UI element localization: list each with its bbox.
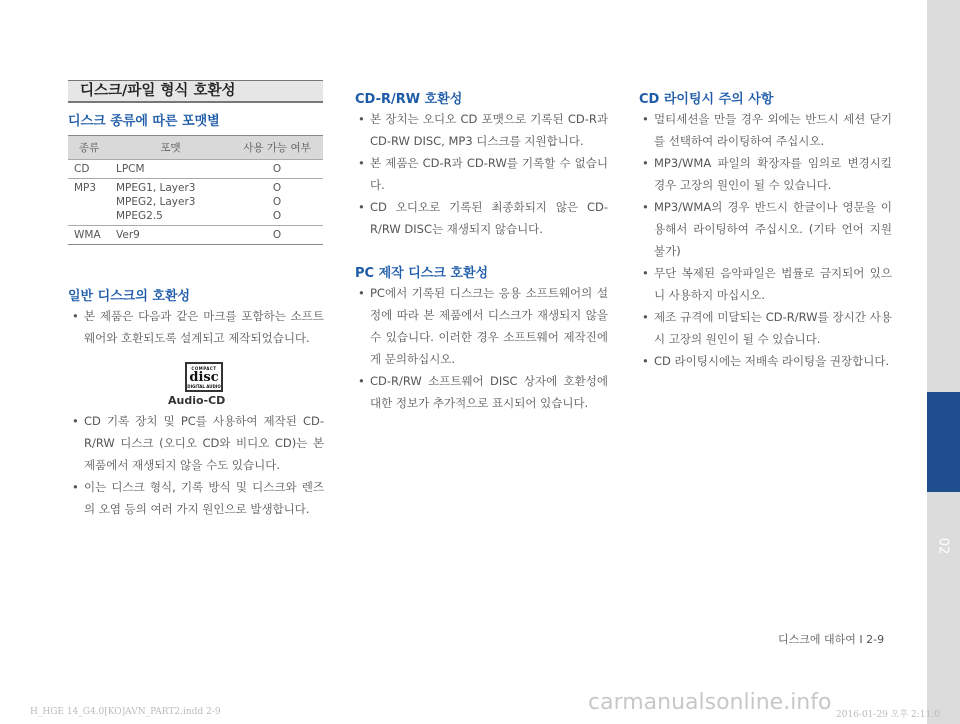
- general-compat-list: [72, 305, 324, 349]
- list-item: • 본 제품은 CD-R과 CD-RW를 기록할 수 없습니다.: [358, 156, 608, 192]
- col-type-header: 종류: [68, 136, 110, 160]
- page-footer: 디스크에 대하여 I 2-9: [778, 633, 885, 646]
- cd-labeling-heading: CD 라이팅시 주의 사항: [639, 92, 774, 107]
- list-item: • MP3/WMA 파일의 확장자를 임의로 변경시킬 경우 고장의 원인이 될 수 있습니다.: [642, 156, 892, 192]
- side-strip: [927, 0, 960, 724]
- compact-disc-logo: COMPACT disc DIGITAL AUDIO: [185, 362, 223, 392]
- table-header-row: [68, 136, 323, 160]
- format-line: MPEG1, Layer3: [116, 182, 196, 194]
- list-item: • CD-R/RW 소프트웨어 DISC 상자에 호환성에 대한 정보가 추가적으로 표시되어 있습니다.: [358, 374, 608, 410]
- chapter-number: 02: [936, 537, 951, 555]
- list-item: • PC에서 기록된 디스크는 응용 소프트웨어의 설정에 따라 본 제품에서 디스크가 재생되지 않을 수 있습니다. 이러한 경우 소프트웨어 제작진에게 문의하십시오.: [358, 286, 608, 366]
- general-compat-heading: 일반 디스크의 호환성: [68, 289, 191, 304]
- cell-type: CD: [68, 160, 110, 179]
- cell-usable: [231, 179, 323, 226]
- format-line: MPEG2.5: [116, 210, 163, 222]
- chapter-tab: [927, 392, 960, 492]
- usable-mark: O: [272, 196, 282, 208]
- list-item: • 본 장치는 오디오 CD 포맷으로 기록된 CD-R과 CD-RW DISC, MP3 디스크를 지원합니다.: [358, 112, 608, 148]
- col-format-header: 포맷: [110, 136, 231, 160]
- general-compat-list-2: [72, 410, 324, 520]
- usable-mark: O: [272, 182, 282, 194]
- cell-type: WMA: [68, 226, 110, 245]
- print-file-mark: H_HGE 14_G4.0[KO]AVN_PART2.indd 2-9: [30, 707, 221, 717]
- cell-type: MP3: [68, 179, 110, 226]
- cell-format: LPCM: [110, 160, 231, 179]
- cdrw-heading: CD-R/RW 호환성: [355, 92, 463, 107]
- list-item: • CD 오디오로 기록된 최종화되지 않은 CD-R/RW DISC는 재생되지 않습니다.: [358, 200, 608, 236]
- cell-format: [110, 179, 231, 226]
- table-row: [68, 226, 323, 245]
- usable-mark: O: [272, 210, 282, 222]
- cdrw-list: [358, 108, 608, 240]
- format-line: MPEG2, Layer3: [116, 196, 196, 208]
- format-table: [68, 135, 323, 245]
- col-usable-header: 사용 가능 여부: [231, 136, 323, 160]
- pc-disc-list: [358, 282, 608, 414]
- list-item: • CD 기록 장치 및 PC를 사용하여 제작된 CD-R/RW 디스크 (오디오 CD와 비디오 CD)는 본 제품에서 재생되지 않을 수도 있습니다.: [72, 414, 324, 472]
- pc-disc-heading: PC 제작 디스크 호환성: [355, 266, 489, 281]
- list-item: • 멀티세션을 만들 경우 외에는 반드시 세션 닫기를 선택하여 라이팅하여 주십시오.: [642, 112, 892, 148]
- print-date-mark: 2016-01-29 오후 2:11:0: [836, 710, 940, 720]
- cd-labeling-list: [642, 108, 892, 372]
- watermark: carmanualsonline.info: [588, 690, 832, 715]
- section-title: 디스크/파일 형식 호환성: [68, 80, 323, 103]
- table-row: [68, 179, 323, 226]
- cell-usable: O: [231, 226, 323, 245]
- logo-caption: Audio-CD: [168, 394, 226, 407]
- list-item: • 무단 복제된 음악파일은 법률로 금지되어 있으니 사용하지 마십시오.: [642, 266, 892, 302]
- list-item: • 본 제품은 다음과 같은 마크를 포함하는 소프트웨어와 호환되도록 설계되고 제작되었습니다.: [72, 309, 324, 345]
- list-item: • 제조 규격에 미달되는 CD-R/RW를 장시간 사용시 고장의 원인이 될 수 있습니다.: [642, 310, 892, 346]
- table-row: [68, 160, 323, 179]
- disc-types-heading: 디스크 종류에 따른 포맷별: [68, 114, 220, 129]
- list-item: • 이는 디스크 형식, 기록 방식 및 디스크와 렌즈의 오염 등의 여러 가지 원인으로 발생합니다.: [72, 480, 324, 516]
- cell-usable: O: [231, 160, 323, 179]
- cell-format: Ver9: [110, 226, 231, 245]
- list-item: • CD 라이팅시에는 저배속 라이팅을 권장합니다.: [642, 354, 890, 368]
- list-item: • MP3/WMA의 경우 반드시 한글이나 영문을 이용해서 라이팅하여 주십시오. (기타 언어 지원 불가): [642, 200, 892, 258]
